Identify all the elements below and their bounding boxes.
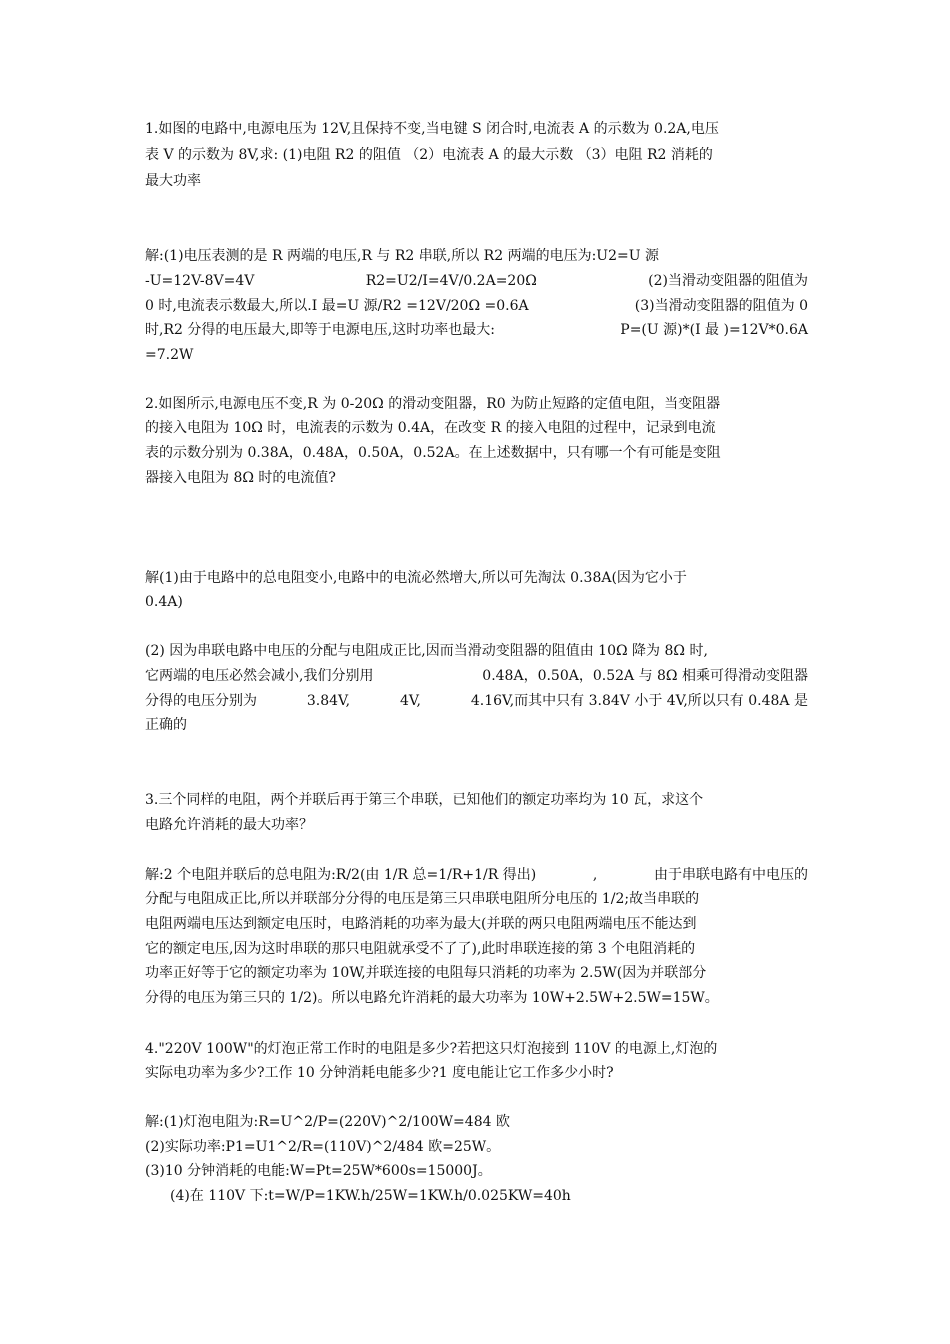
q1-question-line-1: 1.如图的电路中,电源电压为 12V,且保持不变,当电键 S 闭合时,电流表 A 的示数为 0.2A,电压: [145, 121, 719, 137]
q4-solution-line-3: (3)10 分钟消耗的电能:W=Pt=25W*600s=15000J。: [145, 1163, 492, 1179]
q4-question-line-1: 4."220V 100W"的灯泡正常工作时的电阻是多少?若把这只灯泡接到 110V 的电源上,灯泡的: [145, 1041, 718, 1057]
q3-solution-line-1: 解:2 个电阻并联后的总电阻为:R/2(由 1/R 总=1/R+1/R 得出) , 由于串联电路有中电压的: [145, 867, 808, 883]
q4-question-line-2: 实际电功率为多少?工作 10 分钟消耗电能多少?1 度电能让它工作多少小时?: [145, 1065, 614, 1081]
q2-question-line-4: 器接入电阻为 8Ω 时的电流值?: [145, 470, 336, 486]
q3-solution-line-2: 分配与电阻成正比,所以并联部分分得的电压是第三只串联电阻所分电压的 1/2;故当串联的: [145, 891, 700, 907]
q3-question-line-2: 电路允许消耗的最大功率？: [145, 817, 313, 833]
q4-solution-line-4: (4)在 110V 下:t=W/P=1KW.h/25W=1KW.h/0.025KW=40h: [170, 1188, 571, 1204]
q1-solution-line-1: 解:(1)电压表测的是 R 两端的电压,R 与 R2 串联,所以 R2 两端的电压为:U2=U 源: [145, 248, 659, 264]
q3-solution-line-3: 电阻两端电压达到额定电压时，电路消耗的功率为最大(并联的两只电阻两端电压不能达到: [145, 916, 697, 932]
q2-solution2-line-3: 分得的电压分别为 3.84V, 4V, 4.16V,而其中只有 3.84V 小于 4V,所以只有 0.48A 是: [145, 693, 808, 709]
q2-solution2-line-4: 正确的: [145, 717, 187, 733]
q1-solution-line-3: 0 时,电流表示数最大,所以.I 最=U 源/R2 =12V/20Ω =0.6A (3)当滑动变阻器的阻值为 0: [145, 298, 808, 314]
q4-solution-line-1: 解:(1)灯泡电阻为:R=U^2/P=(220V)^2/100W=484 欧: [145, 1114, 510, 1130]
q4-solution-line-2: (2)实际功率:P1=U1^2/R=(110V)^2/484 欧=25W。: [145, 1139, 501, 1155]
q3-question-line-1: 3.三个同样的电阻，两个并联后再于第三个串联，已知他们的额定功率均为 10 瓦，求这个: [145, 792, 704, 808]
q2-question-line-3: 表的示数分别为 0.38A，0.48A，0.50A，0.52A。在上述数据中，只有哪一个有可能是变阻: [145, 445, 721, 461]
q2-solution2-line-2: 它两端的电压必然会减小,我们分别用 0.48A，0.50A，0.52A 与 8Ω 相乘可得滑动变阻器: [145, 668, 808, 684]
q1-solution-line-5: =7.2W: [145, 347, 194, 363]
q2-question-line-1: 2.如图所示,电源电压不变,R 为 0-20Ω 的滑动变阻器，R0 为防止短路的定值电阻，当变阻器: [145, 396, 721, 412]
q1-question-line-3: 最大功率: [145, 173, 201, 189]
q3-solution-line-5: 功率正好等于它的额定功率为 10W,并联连接的电阻每只消耗的功率为 2.5W(因为并联部分: [145, 965, 707, 981]
q2-solution1-line-1: 解(1)由于电路中的总电阻变小,电路中的电流必然增大,所以可先淘汰 0.38A(因为它小于: [145, 570, 687, 586]
q2-solution2-line-1: (2) 因为串联电路中电压的分配与电阻成正比,因而当滑动变阻器的阻值由 10Ω 降为 8Ω 时,: [145, 643, 708, 659]
q3-solution-line-4: 它的额定电压,因为这时串联的那只电阻就承受不了了),此时串联连接的第 3 个电阻消耗的: [145, 941, 696, 957]
q2-question-line-2: 的接入电阻为 10Ω 时，电流表的示数为 0.4A，在改变 R 的接入电阻的过程中，记录到电流: [145, 420, 716, 436]
q1-solution-line-2: -U=12V-8V=4V R2=U2/I=4V/0.2A=20Ω (2)当滑动变阻器的阻值为: [145, 273, 808, 289]
q1-question-line-2: 表 V 的示数为 8V,求: (1)电阻 R2 的阻值 （2）电流表 A 的最大示数 （3）电阻 R2 消耗的: [145, 147, 713, 163]
q1-solution-line-4: 时,R2 分得的电压最大,即等于电源电压,这时功率也最大: P=(U 源)*(I 最 )=12V*0.6A: [145, 322, 808, 338]
q2-solution1-line-2: 0.4A): [145, 594, 183, 610]
q3-solution-line-6: 分得的电压为第三只的 1/2)。所以电路允许消耗的最大功率为 10W+2.5W+2.5W=15W。: [145, 990, 719, 1006]
